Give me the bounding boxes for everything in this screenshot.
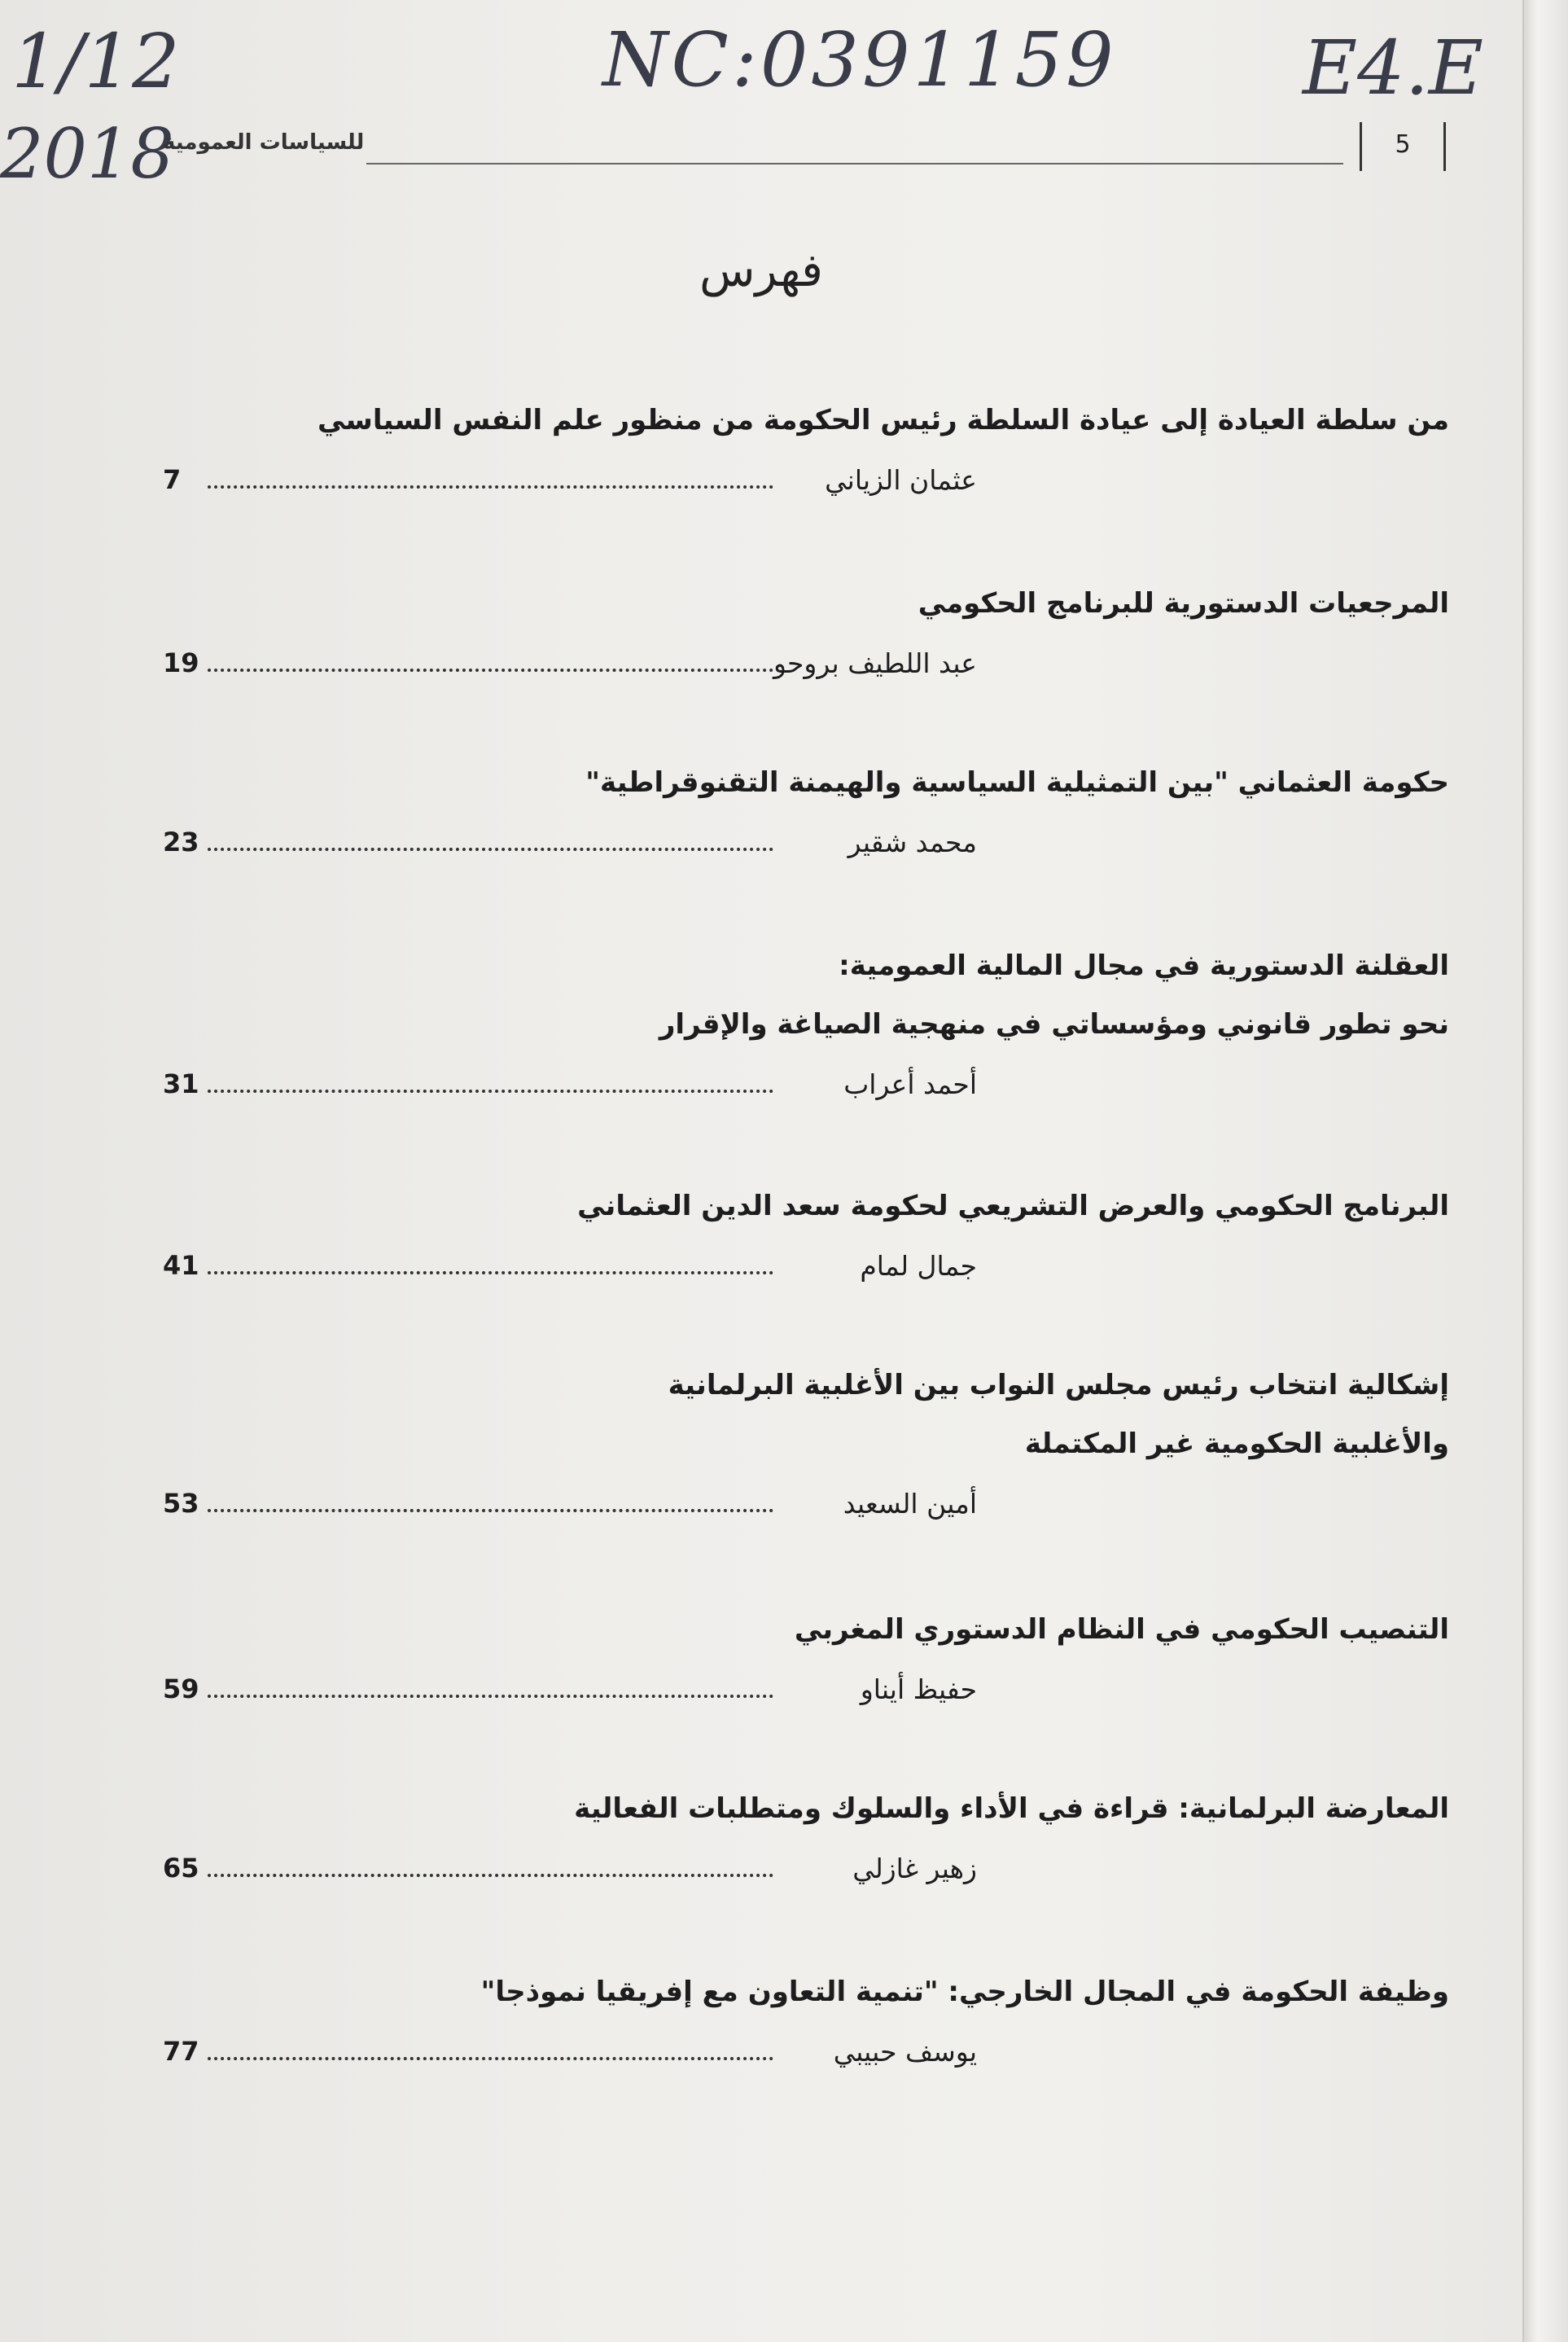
toc-title: فهرس [699,244,823,297]
entry-author: زهير غازلي [852,1853,977,1884]
entry-author-line [163,827,1449,875]
entry-title: البرنامج الحكومي والعرض التشريعي لحكومة سعد الدين العثماني [577,1190,1449,1222]
entry-page-number: 53 [163,1488,199,1519]
toc-entry [163,1356,1449,1537]
dot-leader [208,1695,773,1698]
entry-author: محمد شقير [848,827,977,858]
handwritten-date-day: 1/12 [11,18,180,105]
entry-title: حكومة العثماني "بين التمثيلية السياسية والهيمنة التقنوقراطية" [585,766,1449,799]
entry-title: التنصيب الحكومي في النظام الدستوري المغربي [794,1613,1449,1646]
toc-entry [163,391,1449,513]
entry-subtitle: نحو تطور قانوني ومؤسساتي في منهجية الصياغة والإقرار [659,1008,1449,1041]
toc-entry [163,936,1449,1117]
entry-title: إشكالية انتخاب رئيس مجلس النواب بين الأغلبية البرلمانية [668,1369,1449,1401]
entry-author-line [163,1488,1449,1537]
entry-author: عثمان الزياني [825,464,977,496]
handwritten-date-year: 2018 [0,114,174,194]
entry-author: جمال لمام [860,1250,977,1282]
entry-author-line [163,1853,1449,1901]
entry-page-number: 31 [163,1068,199,1099]
page-number: 5 [1395,130,1411,159]
handwritten-reference-number: NC:0391159 [602,16,1117,103]
dot-leader [208,2057,773,2060]
toc-entry [163,1177,1449,1299]
entry-author-line [163,1068,1449,1117]
toc-entry [163,1779,1449,1901]
entry-page-number: 41 [163,1250,199,1281]
toc-entry [163,753,1449,875]
handwritten-shelf-code: E4.E [1303,24,1484,112]
entry-page-number: 7 [163,464,182,495]
entry-author: أمين السعيد [843,1488,977,1520]
entry-author-line [163,1250,1449,1299]
entry-title: المرجعيات الدستورية للبرنامج الحكومي [918,587,1449,620]
entry-author-line [163,1673,1449,1722]
entry-page-number: 65 [163,1853,199,1884]
entry-title: من سلطة العيادة إلى عيادة السلطة رئيس الحكومة من منظور علم النفس السياسي [317,404,1449,436]
dot-leader [208,485,773,489]
dot-leader [208,1271,773,1274]
entry-page-number: 59 [163,1673,199,1704]
entry-author: عبد اللطيف بروحو [773,647,977,679]
entry-page-number: 23 [163,827,199,857]
header-rule [366,163,1343,164]
entry-page-number: 77 [163,2036,199,2067]
dot-leader [208,1509,773,1512]
dot-leader [208,669,773,672]
entry-author-line [163,464,1449,513]
entry-title: العقلنة الدستورية في مجال المالية العمومية: [839,950,1449,982]
dot-leader [208,1090,773,1093]
entry-author-line [163,647,1449,696]
journal-brand: للسياسات العمومية [163,130,365,155]
entry-subtitle: والأغلبية الحكومية غير المكتملة [1024,1428,1449,1460]
entry-author: حفيظ أيناو [860,1673,977,1705]
toc-entry [163,574,1449,696]
page-number-box [1360,122,1446,171]
entry-title: المعارضة البرلمانية: قراءة في الأداء والسلوك ومتطلبات الفعالية [574,1792,1449,1825]
running-head [163,122,1441,171]
entry-page-number: 19 [163,647,199,678]
page-edge [1522,0,1568,2342]
entry-author: يوسف حبيبي [833,2036,977,2068]
toc-entry [163,1600,1449,1722]
entry-author-line [163,2036,1449,2085]
entry-title: وظيفة الحكومة في المجال الخارجي: "تنمية التعاون مع إفريقيا نموذجا" [480,1976,1449,2008]
toc-entry [163,1963,1449,2085]
dot-leader [208,1874,773,1877]
dot-leader [208,848,773,851]
entry-author: أحمد أعراب [843,1068,977,1100]
